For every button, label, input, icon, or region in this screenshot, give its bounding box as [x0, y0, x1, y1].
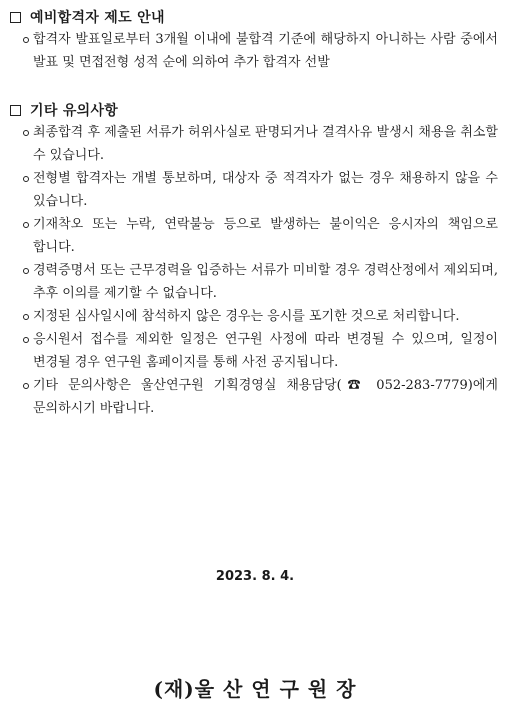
list-item — [10, 28, 500, 74]
item-text: 최종합격 후 제출된 서류가 허위사실로 판명되거나 결격사유 발생시 채용을 취소할 수 있습니다. — [33, 125, 498, 163]
item-list — [10, 121, 500, 420]
checkbox-square-icon — [10, 12, 21, 23]
circle-bullet-icon — [23, 383, 29, 389]
circle-bullet-icon — [23, 176, 29, 182]
circle-bullet-icon — [23, 130, 29, 136]
item-text: 응시원서 접수를 제외한 일정은 연구원 사정에 따라 변경될 수 있으며, 일정이 변경될 경우 연구원 홈페이지를 통해 사전 공지됩니다. — [33, 332, 498, 370]
item-text: 지정된 심사일시에 참석하지 않은 경우는 응시를 포기한 것으로 처리합니다. — [33, 309, 460, 324]
section-heading — [10, 99, 500, 121]
section-title: 예비합격자 제도 안내 — [30, 10, 165, 26]
section-title: 기타 유의사항 — [30, 103, 119, 119]
list-item — [10, 259, 500, 305]
section-heading — [10, 6, 500, 28]
item-text: 전형별 합격자는 개별 통보하며, 대상자 중 적격자가 없는 경우 채용하지 않을 수 있습니다. — [33, 171, 498, 209]
list-item — [10, 328, 500, 374]
circle-bullet-icon — [23, 268, 29, 274]
list-item — [10, 167, 500, 213]
item-text: 경력증명서 또는 근무경력을 입증하는 서류가 미비할 경우 경력산정에서 제외되며, 추후 이의를 제기할 수 없습니다. — [33, 263, 498, 301]
circle-bullet-icon — [23, 314, 29, 320]
item-text: 기타 문의사항은 울산연구원 기획경영실 채용담당(☎ 052-283-7779)에게 문의하시기 바랍니다. — [33, 378, 498, 416]
circle-bullet-icon — [23, 337, 29, 343]
circle-bullet-icon — [23, 222, 29, 228]
issuer-signature: (재)울 산 연 구 원 장 — [153, 677, 357, 701]
list-item — [10, 121, 500, 167]
section-reserve-candidate — [10, 6, 500, 74]
circle-bullet-icon — [23, 37, 29, 43]
list-item — [10, 374, 500, 420]
notice-date: 2023. 8. 4. — [215, 569, 295, 584]
item-list — [10, 28, 500, 74]
list-item — [10, 213, 500, 259]
section-other-notes — [10, 99, 500, 420]
checkbox-square-icon — [10, 105, 21, 116]
item-text: 합격자 발표일로부터 3개월 이내에 불합격 기준에 해당하지 아니하는 사람 중에서 발표 및 면접전형 성적 순에 의하여 추가 합격자 선발 — [33, 32, 498, 70]
item-text: 기재착오 또는 누락, 연락불능 등으로 발생하는 불이익은 응시자의 책임으로 합니다. — [33, 217, 498, 255]
list-item — [10, 305, 500, 328]
